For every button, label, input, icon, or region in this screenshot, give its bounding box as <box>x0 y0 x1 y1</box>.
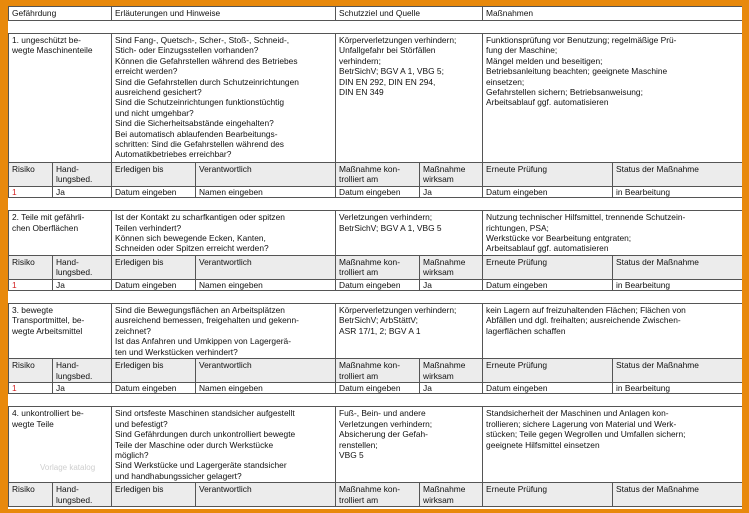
value-wirksam[interactable]: Ja <box>420 382 483 393</box>
subheader-risiko: Risiko <box>9 359 53 383</box>
subheader-verantwortlich: Verantwortlich <box>196 255 336 279</box>
value-verantwortlich[interactable]: Namen eingeben <box>196 382 336 393</box>
section-gefaehrdung: 4. unkontrolliert be- wegte Teile <box>9 407 112 483</box>
spacer-cell <box>9 394 743 407</box>
section-schutzziel: Verletzungen verhindern; BetrSichV; BGV A 1, VBG 5 <box>336 211 483 256</box>
section-spacer <box>9 291 743 304</box>
subheader-verantwortlich: Verantwortlich <box>196 359 336 383</box>
section-schutzziel: Körperverletzungen verhindern; BetrSichV; ArbStättV; ASR 17/1, 2; BGV A 1 <box>336 304 483 359</box>
subheader-risiko: Risiko <box>9 255 53 279</box>
section-erlaeuterungen: Sind ortsfeste Maschinen standsicher aufgestellt und befestigt? Sind Gefährdungen durch unkontrolliert bewegte Teile der Maschine oder durch Werkstücke möglich? Sind Werkstücke und Lagergeräte standsicher und handhabungssicher gelagert? <box>112 407 336 483</box>
section-erlaeuterungen: Ist der Kontakt zu scharfkantigen oder spitzen Teilen verhindert? Können sich bewegende Ecken, Kanten, Schneiden oder Spitzen erreicht werden? <box>112 211 336 256</box>
subheader-handlungsbed: Hand- lungsbed. <box>53 163 112 187</box>
section-massnahmen: kein Lagern auf freizuhaltenden Flächen; Flächen von Abfällen und dgl. freihalten; ausreichende Zwischen- lagerflächen schaffen <box>483 304 742 359</box>
spacer-cell <box>9 21 743 34</box>
header-gefaehrdung: Gefährdung <box>9 7 112 21</box>
subheader-kontrolliert: Maßnahme kon- trolliert am <box>336 163 420 187</box>
document-sheet <box>8 6 742 509</box>
section-massnahmen: Funktionsprüfung vor Benutzung; regelmäßige Prü- fung der Maschine; Mängel melden und beseitigen; Betriebsanleitung beachten; geeignete Maschine einsetzen; Gefahrstellen sichern; Betriebsanweisung; Arbeitsablauf ggf. automatisieren <box>483 34 742 163</box>
value-risiko[interactable]: 1 <box>9 186 53 197</box>
section-content-row <box>9 407 743 483</box>
subheader-erledigen: Erledigen bis <box>112 255 196 279</box>
section-schutzziel: Fuß-, Bein- und andere Verletzungen verhindern; Absicherung der Gefah- renstellen; VBG 5 <box>336 407 483 483</box>
value-erledigen[interactable]: Datum eingeben <box>112 186 196 197</box>
subheader-verantwortlich: Verantwortlich <box>196 483 336 507</box>
section-schutzziel: Körperverletzungen verhindern; Unfallgefahr bei Störfällen verhindern; BetrSichV; BGV A 1, VBG 5; DIN EN 292, DIN EN 294, DIN EN 349 <box>336 34 483 163</box>
watermark-text: Vorlage katalog <box>40 463 96 472</box>
value-handlung[interactable]: Ja <box>53 186 112 197</box>
value-kontrolliert[interactable]: Datum eingeben <box>336 186 420 197</box>
subheader-wirksam: Maßnahme wirksam <box>420 359 483 383</box>
subheader-status: Status der Maßnahme <box>613 359 742 383</box>
value-wirksam[interactable]: Ja <box>420 186 483 197</box>
value-erledigen[interactable]: Datum eingeben <box>112 382 196 393</box>
section-content-row <box>9 304 743 359</box>
spacer-cell <box>9 291 743 304</box>
section-subheader-row <box>9 359 743 383</box>
risk-assessment-table <box>8 6 742 507</box>
subheader-handlungsbed: Hand- lungsbed. <box>53 483 112 507</box>
value-risiko[interactable]: 1 <box>9 279 53 290</box>
value-risiko[interactable]: 1 <box>9 382 53 393</box>
header-row <box>9 7 743 21</box>
header-erlaeuterungen: Erläuterungen und Hinweise <box>112 7 336 21</box>
value-pruefung[interactable]: Datum eingeben <box>483 279 613 290</box>
section-subheader-row <box>9 163 743 187</box>
subheader-kontrolliert: Maßnahme kon- trolliert am <box>336 483 420 507</box>
subheader-risiko: Risiko <box>9 483 53 507</box>
section-erlaeuterungen: Sind Fang-, Quetsch-, Scher-, Stoß-, Schneid-, Stich- oder Einzugsstellen vorhanden? Können die Gefahrstellen während des Betriebes erreicht werden? Sind die Gefahrstellen durch Schutzeinrichtungen ausreichend gesichert? Sind die Schutzeinrichtungen funktionstüchtig und nicht umgehbar? Sind die Sicherheitsabstände eingehalten? Bei automatisch ablaufenden Bearbeitungs- schritten: Sind die Gefahrstellen während des Automatikbetriebes erreichbar? <box>112 34 336 163</box>
subheader-wirksam: Maßnahme wirksam <box>420 255 483 279</box>
section-massnahmen: Standsicherheit der Maschinen und Anlagen kon- trollieren; sichere Lagerung von Material und Werk- stücken; Teile gegen Wegrollen und Umfallen sichern; geeignete Hilfsmittel einsetzen <box>483 407 742 483</box>
header-schutzziel: Schutzziel und Quelle <box>336 7 483 21</box>
value-verantwortlich[interactable]: Namen eingeben <box>196 279 336 290</box>
subheader-pruefung: Erneute Prüfung <box>483 359 613 383</box>
subheader-risiko: Risiko <box>9 163 53 187</box>
subheader-erledigen: Erledigen bis <box>112 163 196 187</box>
subheader-pruefung: Erneute Prüfung <box>483 163 613 187</box>
subheader-status: Status der Maßnahme <box>613 255 742 279</box>
section-value-row <box>9 186 743 197</box>
subheader-erledigen: Erledigen bis <box>112 359 196 383</box>
value-kontrolliert[interactable]: Datum eingeben <box>336 382 420 393</box>
value-status[interactable]: in Bearbeitung <box>613 186 742 197</box>
section-spacer <box>9 198 743 211</box>
value-verantwortlich[interactable]: Namen eingeben <box>196 186 336 197</box>
subheader-kontrolliert: Maßnahme kon- trolliert am <box>336 359 420 383</box>
value-erledigen[interactable]: Datum eingeben <box>112 279 196 290</box>
value-handlung[interactable]: Ja <box>53 279 112 290</box>
value-status[interactable]: in Bearbeitung <box>613 279 742 290</box>
subheader-pruefung: Erneute Prüfung <box>483 483 613 507</box>
subheader-erledigen: Erledigen bis <box>112 483 196 507</box>
section-value-row <box>9 382 743 393</box>
section-gefaehrdung: 1. ungeschützt be- wegte Maschinenteile <box>9 34 112 163</box>
section-content-row <box>9 34 743 163</box>
subheader-status: Status der Maßnahme <box>613 163 742 187</box>
subheader-status: Status der Maßnahme <box>613 483 742 507</box>
spacer-cell <box>9 198 743 211</box>
section-spacer <box>9 21 743 34</box>
section-subheader-row <box>9 483 743 507</box>
section-massnahmen: Nutzung technischer Hilfsmittel, trennende Schutzein- richtungen, PSA; Werkstücke vor Bearbeitung entgraten; Arbeitsablauf ggf. automatisieren <box>483 211 742 256</box>
section-gefaehrdung: 3. bewegte Transportmittel, be- wegte Arbeitsmittel <box>9 304 112 359</box>
header-massnahmen: Maßnahmen <box>483 7 742 21</box>
subheader-pruefung: Erneute Prüfung <box>483 255 613 279</box>
value-kontrolliert[interactable]: Datum eingeben <box>336 279 420 290</box>
subheader-kontrolliert: Maßnahme kon- trolliert am <box>336 255 420 279</box>
section-content-row <box>9 211 743 256</box>
section-gefaehrdung: 2. Teile mit gefährli- chen Oberflächen <box>9 211 112 256</box>
value-status[interactable]: in Bearbeitung <box>613 382 742 393</box>
section-spacer <box>9 394 743 407</box>
subheader-handlungsbed: Hand- lungsbed. <box>53 255 112 279</box>
subheader-wirksam: Maßnahme wirksam <box>420 483 483 507</box>
subheader-handlungsbed: Hand- lungsbed. <box>53 359 112 383</box>
subheader-wirksam: Maßnahme wirksam <box>420 163 483 187</box>
subheader-verantwortlich: Verantwortlich <box>196 163 336 187</box>
value-wirksam[interactable]: Ja <box>420 279 483 290</box>
value-pruefung[interactable]: Datum eingeben <box>483 382 613 393</box>
section-value-row <box>9 279 743 290</box>
section-erlaeuterungen: Sind die Bewegungsflächen an Arbeitsplätzen ausreichend bemessen, freigehalten und gekenn- zeichnet? Ist das Anfahren und Umkippen von Lagergerä- ten und Werkstücken verhindert? <box>112 304 336 359</box>
value-handlung[interactable]: Ja <box>53 382 112 393</box>
section-subheader-row <box>9 255 743 279</box>
value-pruefung[interactable]: Datum eingeben <box>483 186 613 197</box>
